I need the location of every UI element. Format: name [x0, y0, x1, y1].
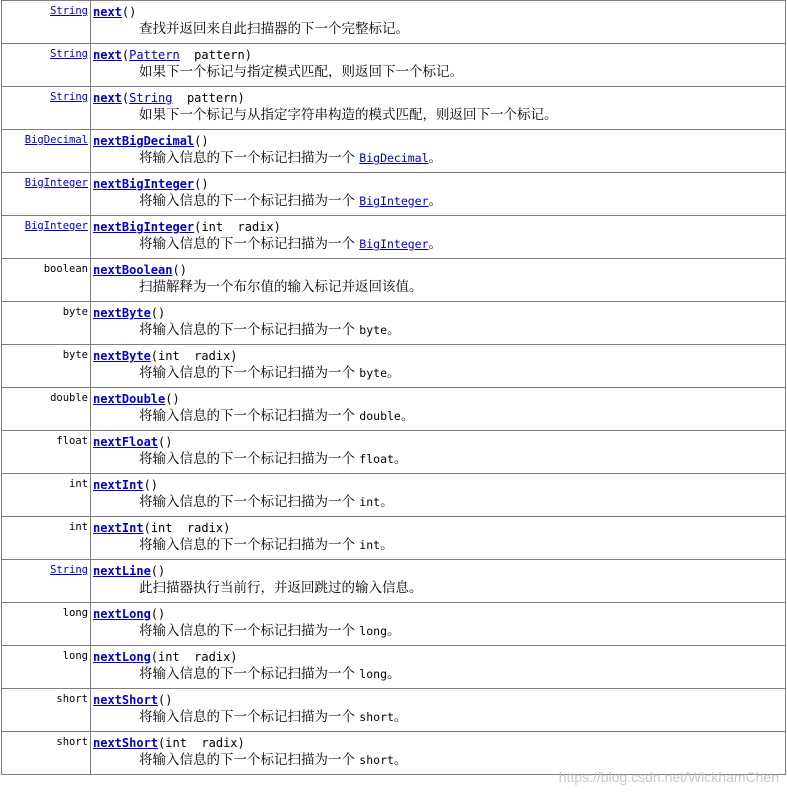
method-row: [2, 388, 786, 431]
method-signature: [93, 693, 785, 708]
param-type: int: [165, 736, 187, 750]
method-detail-cell: [91, 474, 786, 517]
method-row: [2, 216, 786, 259]
method-signature: [93, 607, 785, 622]
description-end: 。: [428, 150, 443, 166]
method-detail-cell: [91, 130, 786, 173]
method-row: [2, 646, 786, 689]
return-type-cell: [2, 259, 91, 302]
method-row: [2, 1, 786, 44]
description-text: 如果下一个标记与指定模式匹配，则返回下一个标记。: [139, 64, 463, 80]
param-name: radix: [186, 521, 224, 535]
method-name-link[interactable]: nextBigInteger: [93, 177, 195, 191]
method-signature: [93, 134, 785, 149]
description-end: 。: [393, 451, 408, 467]
description-type: long: [359, 667, 387, 681]
method-name-link[interactable]: nextByte: [93, 306, 151, 320]
description-type: double: [359, 409, 401, 423]
method-row: [2, 345, 786, 388]
method-description: [93, 751, 785, 769]
method-signature: nextShort(int radix): [93, 736, 245, 750]
method-name-link[interactable]: nextBigDecimal: [93, 134, 195, 148]
description-text: 将输入信息的下一个标记扫描为一个: [139, 193, 360, 209]
method-detail-cell: [91, 431, 786, 474]
empty-params: (): [194, 177, 209, 191]
method-row: [2, 689, 786, 732]
empty-params: (): [172, 263, 187, 277]
method-description: [93, 708, 785, 726]
method-description: [93, 536, 785, 554]
description-end: 。: [387, 666, 401, 682]
param-type-link[interactable]: Pattern: [129, 48, 180, 62]
method-row: [2, 87, 786, 130]
return-type-cell: [2, 173, 91, 216]
description-type: short: [359, 710, 394, 724]
empty-params: (): [165, 392, 180, 406]
description-type: int: [359, 538, 381, 552]
method-signature: next(Pattern pattern): [93, 48, 252, 62]
method-signature: [93, 177, 785, 192]
method-name-link[interactable]: next: [93, 91, 122, 105]
method-name-link[interactable]: nextByte: [93, 349, 151, 363]
empty-params: (): [158, 693, 173, 707]
description-text: 将输入信息的下一个标记扫描为一个: [139, 365, 360, 381]
description-end: 。: [393, 709, 408, 725]
return-type-cell: [2, 474, 91, 517]
method-description: [93, 622, 785, 640]
param-type: int: [201, 220, 224, 234]
method-signature: [93, 435, 785, 450]
description-type: float: [359, 452, 394, 466]
empty-params: (): [150, 306, 166, 320]
return-type-link[interactable]: BigDecimal: [24, 134, 88, 146]
param-type: int: [158, 650, 180, 664]
method-name-link[interactable]: nextBoolean: [93, 263, 173, 277]
method-detail-cell: [91, 689, 786, 732]
return-type-link[interactable]: BigInteger: [24, 177, 88, 189]
method-detail-cell: [91, 603, 786, 646]
method-signature: [93, 5, 785, 20]
return-type: byte: [62, 306, 88, 318]
return-type: boolean: [43, 263, 88, 275]
return-type: short: [56, 693, 88, 705]
description-type: int: [359, 495, 381, 509]
empty-params: (): [121, 5, 137, 19]
description-text: 将输入信息的下一个标记扫描为一个: [139, 236, 360, 252]
method-detail-cell: [91, 302, 786, 345]
return-type: long: [62, 607, 88, 619]
method-signature: nextInt(int radix): [93, 521, 231, 535]
method-signature: nextByte(int radix): [93, 349, 238, 363]
method-row: [2, 130, 786, 173]
method-summary-table: [1, 0, 786, 775]
method-description: [93, 278, 785, 296]
method-description: [93, 149, 785, 167]
return-type-cell: [2, 44, 91, 87]
return-type-cell: [2, 216, 91, 259]
description-type-link[interactable]: BigInteger: [359, 194, 429, 208]
method-name-link[interactable]: nextDouble: [93, 392, 166, 406]
method-detail-cell: [91, 44, 786, 87]
method-description: [93, 493, 785, 511]
description-text: 扫描解释为一个布尔值的输入标记并返回该值。: [139, 279, 423, 295]
description-text: 将输入信息的下一个标记扫描为一个: [139, 451, 360, 467]
description-end: 。: [428, 193, 443, 209]
method-description: [93, 665, 785, 683]
empty-params: (): [150, 564, 166, 578]
description-end: 。: [380, 537, 394, 553]
method-detail-cell: [91, 345, 786, 388]
method-name-link[interactable]: nextFloat: [93, 435, 159, 449]
return-type: double: [50, 392, 88, 404]
return-type-cell: [2, 1, 91, 44]
method-signature: [93, 564, 785, 579]
method-row: [2, 44, 786, 87]
method-description: [93, 63, 785, 81]
method-description: [93, 20, 785, 38]
param-name: radix: [237, 220, 274, 234]
return-type-cell: [2, 431, 91, 474]
method-row: [2, 474, 786, 517]
empty-params: (): [158, 435, 173, 449]
return-type-cell: [2, 732, 91, 775]
method-description: [93, 579, 785, 597]
return-type-cell: [2, 689, 91, 732]
method-name-link[interactable]: next: [93, 48, 122, 62]
return-type-cell: [2, 646, 91, 689]
method-name-link[interactable]: nextBigInteger: [93, 220, 195, 234]
empty-params: (): [150, 607, 166, 621]
description-type: short: [359, 753, 394, 767]
return-type: short: [56, 736, 88, 748]
method-detail-cell: [91, 388, 786, 431]
return-type-cell: [2, 345, 91, 388]
return-type-link[interactable]: BigInteger: [24, 220, 88, 232]
description-type: byte: [359, 323, 387, 337]
method-row: [2, 173, 786, 216]
description-end: 。: [393, 752, 408, 768]
method-description: [93, 235, 785, 253]
method-name-link[interactable]: next: [93, 5, 122, 19]
param-type: int: [150, 521, 173, 535]
description-text: 将输入信息的下一个标记扫描为一个: [139, 494, 360, 510]
description-end: 。: [387, 322, 401, 338]
method-detail-cell: [91, 1, 786, 44]
method-signature: [93, 306, 785, 321]
watermark: https://blog.csdn.net/WickhamChen: [558, 769, 779, 785]
param-name: pattern: [194, 48, 245, 62]
method-name-link[interactable]: nextLong: [93, 650, 151, 664]
return-type-cell: [2, 130, 91, 173]
return-type: float: [56, 435, 88, 447]
method-summary-body: [2, 1, 786, 775]
method-row: [2, 603, 786, 646]
method-name-link[interactable]: nextLine: [93, 564, 151, 578]
method-description: [93, 192, 785, 210]
method-row: [2, 517, 786, 560]
method-name-link[interactable]: nextShort: [93, 736, 159, 750]
method-description: [93, 321, 785, 339]
param-name: radix: [194, 349, 231, 363]
method-detail-cell: [91, 259, 786, 302]
description-text: 将输入信息的下一个标记扫描为一个: [139, 709, 360, 725]
method-detail-cell: [91, 517, 786, 560]
method-row: [2, 259, 786, 302]
description-text: 将输入信息的下一个标记扫描为一个: [139, 322, 360, 338]
description-text: 将输入信息的下一个标记扫描为一个: [139, 150, 360, 166]
param-type: int: [158, 349, 180, 363]
method-row: [2, 302, 786, 345]
return-type-link[interactable]: String: [50, 564, 88, 576]
method-row: [2, 431, 786, 474]
description-text: 将输入信息的下一个标记扫描为一个: [139, 752, 360, 768]
return-type: byte: [62, 349, 88, 361]
return-type-link[interactable]: String: [50, 91, 88, 103]
description-text: 此扫描器执行当前行，并返回跳过的输入信息。: [139, 580, 423, 596]
method-signature: [93, 392, 785, 407]
method-signature: [93, 478, 785, 493]
method-signature: [93, 263, 785, 278]
return-type: long: [62, 650, 88, 662]
description-text: 将输入信息的下一个标记扫描为一个: [139, 623, 360, 639]
method-detail-cell: [91, 87, 786, 130]
description-type-link[interactable]: BigInteger: [359, 237, 429, 251]
description-type: byte: [359, 366, 387, 380]
method-name-link[interactable]: nextInt: [93, 521, 144, 535]
empty-params: (): [143, 478, 159, 492]
description-text: 如果下一个标记与从指定字符串构造的模式匹配，则返回下一个标记。: [139, 107, 558, 123]
return-type-link[interactable]: String: [50, 5, 88, 17]
param-name: radix: [194, 650, 231, 664]
method-signature: next(String pattern): [93, 91, 245, 105]
method-detail-cell: [91, 646, 786, 689]
description-end: 。: [380, 494, 394, 510]
method-detail-cell: [91, 173, 786, 216]
method-detail-cell: [91, 560, 786, 603]
method-description: [93, 106, 785, 124]
description-end: 。: [387, 623, 401, 639]
method-description: [93, 364, 785, 382]
param-type-link[interactable]: String: [129, 91, 173, 105]
method-name-link[interactable]: nextLong: [93, 607, 151, 621]
method-signature: nextBigInteger(int radix): [93, 220, 281, 234]
param-name: radix: [201, 736, 238, 750]
description-text: 将输入信息的下一个标记扫描为一个: [139, 537, 360, 553]
description-type: long: [359, 624, 387, 638]
method-row: [2, 560, 786, 603]
description-text: 查找并返回来自此扫描器的下一个完整标记。: [139, 21, 409, 37]
method-name-link[interactable]: nextShort: [93, 693, 159, 707]
return-type-cell: [2, 87, 91, 130]
method-description: [93, 407, 785, 425]
method-signature: nextLong(int radix): [93, 650, 238, 664]
description-text: 将输入信息的下一个标记扫描为一个: [139, 408, 360, 424]
return-type-cell: [2, 517, 91, 560]
method-detail-cell: [91, 216, 786, 259]
description-end: 。: [400, 408, 415, 424]
description-end: 。: [428, 236, 443, 252]
param-name: pattern: [186, 91, 238, 105]
return-type-cell: [2, 560, 91, 603]
description-text: 将输入信息的下一个标记扫描为一个: [139, 666, 360, 682]
return-type-cell: [2, 603, 91, 646]
description-end: 。: [387, 365, 401, 381]
empty-params: (): [194, 134, 209, 148]
return-type: int: [69, 521, 88, 533]
method-description: [93, 450, 785, 468]
return-type: int: [69, 478, 88, 490]
return-type-link[interactable]: String: [50, 48, 88, 60]
return-type-cell: [2, 388, 91, 431]
description-type-link[interactable]: BigDecimal: [359, 151, 429, 165]
return-type-cell: [2, 302, 91, 345]
method-name-link[interactable]: nextInt: [93, 478, 144, 492]
